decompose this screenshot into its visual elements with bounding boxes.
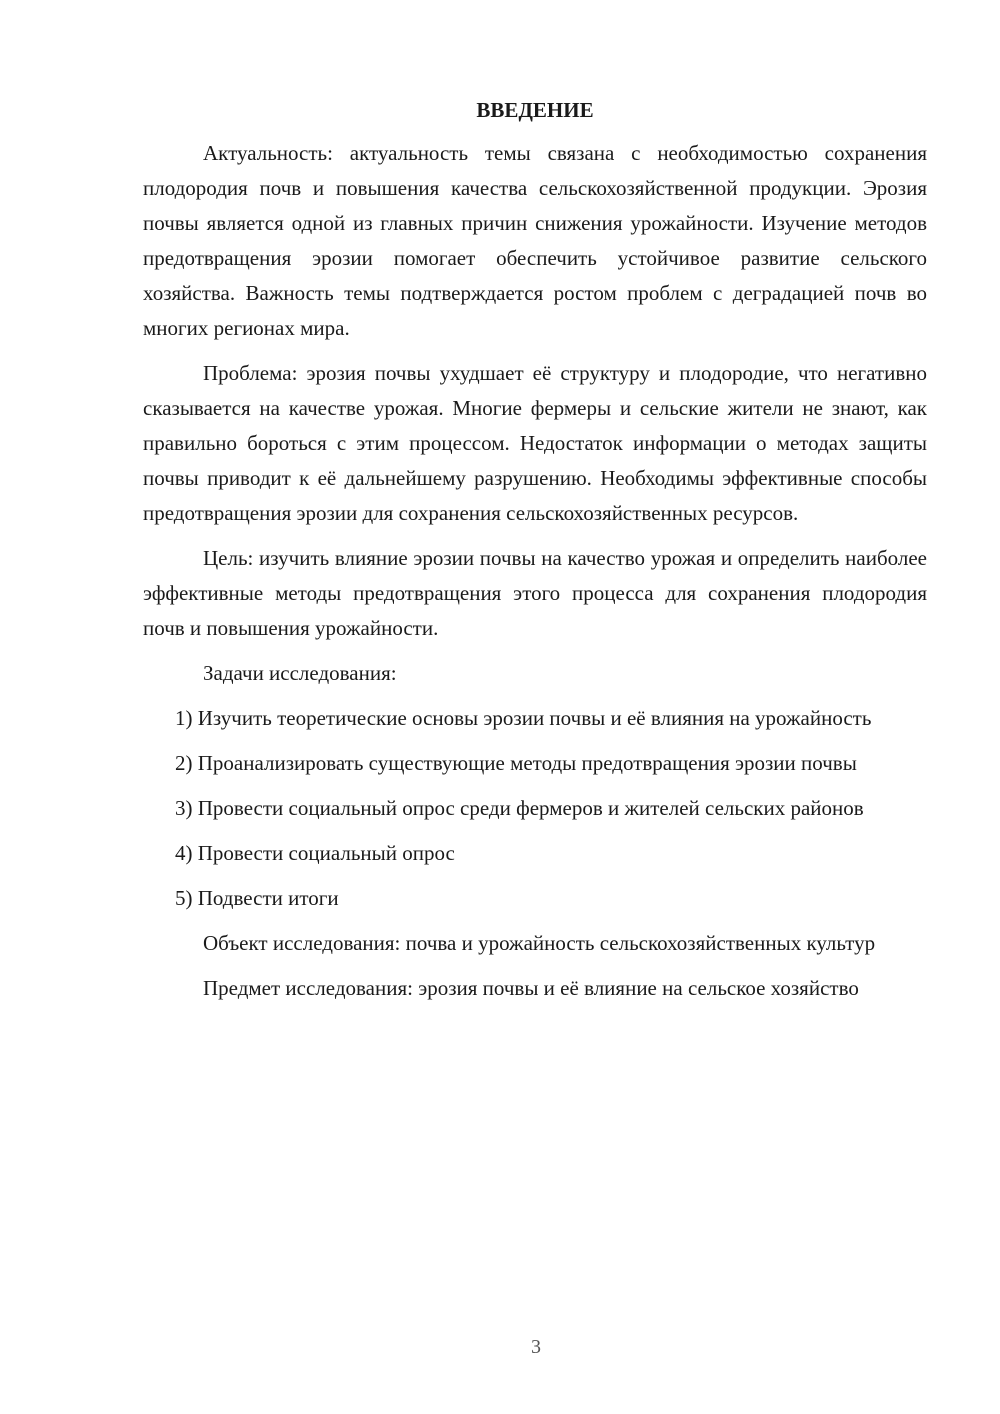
- paragraph-goal: Цель: изучить влияние эрозии почвы на качество урожая и определить наиболее эффективные методы предотвращения этого процесса для сохранения плодородия почв и повышения урожайности.: [143, 546, 927, 640]
- task-item-1: 1) Изучить теоретические основы эрозии почвы и её влияния на урожайность: [175, 706, 872, 730]
- tasks-heading: Задачи исследования:: [203, 661, 397, 685]
- task-item-2: 2) Проанализировать существующие методы предотвращения эрозии почвы: [175, 751, 857, 775]
- page-number: 3: [531, 1336, 541, 1358]
- document-page: [143, 96, 927, 1016]
- paragraph-object: Объект исследования: почва и урожайность сельскохозяйственных культур: [203, 931, 876, 955]
- task-item-4: 4) Провести социальный опрос: [175, 841, 455, 865]
- task-item-3: 3) Провести социальный опрос среди фермеров и жителей сельских районов: [175, 796, 864, 820]
- paragraph-problem: Проблема: эрозия почвы ухудшает её структуру и плодородие, что негативно сказывается на качестве урожая. Многие фермеры и сельские жители не знают, как правильно бороться с этим процессом. Недостаток информации о методах защиты почвы приводит к её дальнейшему разрушению. Необходимы эффективные способы предотвращения эрозии для сохранения сельскохозяйственных ресурсов.: [143, 361, 927, 525]
- document-title: ВВЕДЕНИЕ: [476, 98, 594, 122]
- task-item-5: 5) Подвести итоги: [175, 886, 339, 910]
- paragraph-relevance: Актуальность: актуальность темы связана с необходимостью сохранения плодородия почв и повышения качества сельскохозяйственной продукции. Эрозия почвы является одной из главных причин снижения урожайности. Изучение методов предотвращения эрозии помогает обеспечить устойчивое развитие сельского хозяйства. Важность темы подтверждается ростом проблем с деградацией почв во многих регионах мира.: [143, 141, 927, 340]
- paragraph-subject: Предмет исследования: эрозия почвы и её влияние на сельское хозяйство: [203, 976, 859, 1000]
